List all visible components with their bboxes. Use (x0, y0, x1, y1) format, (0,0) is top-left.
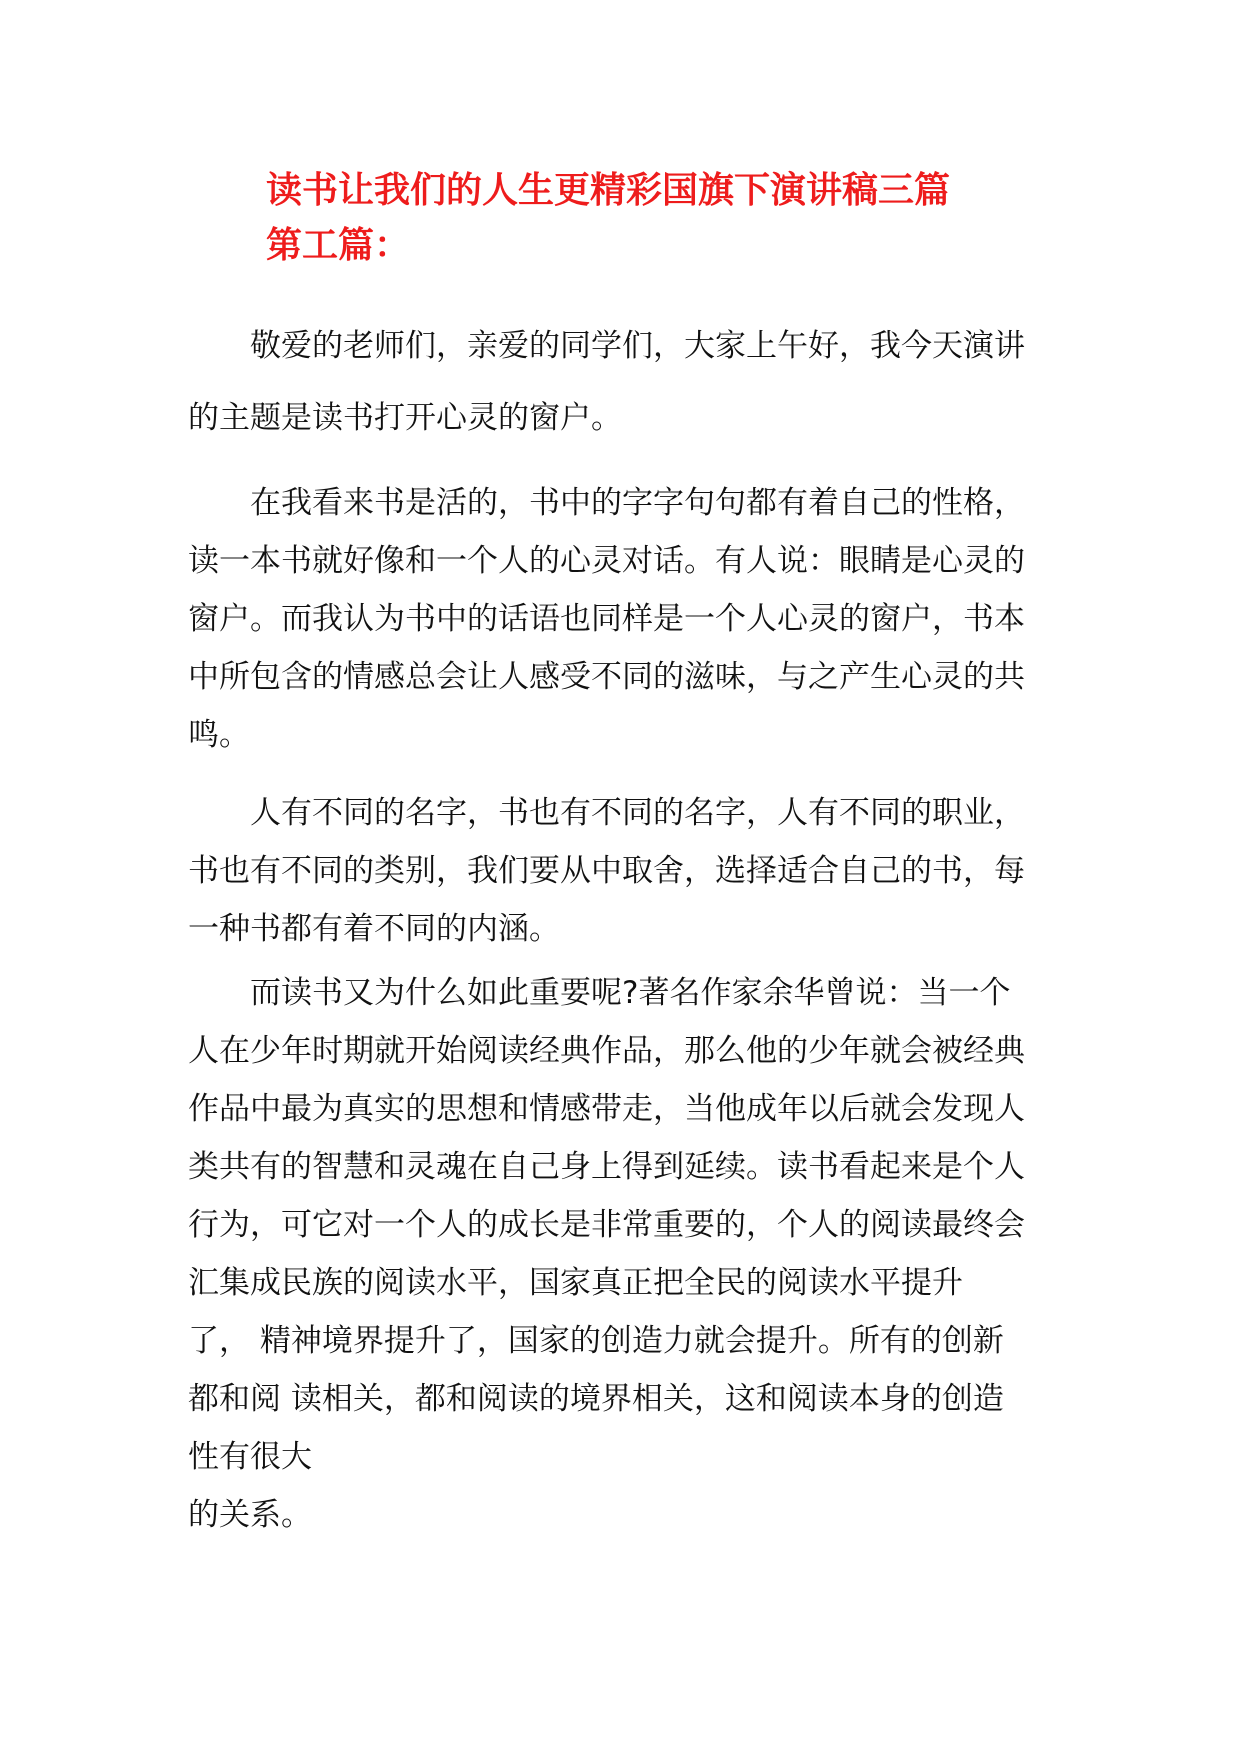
text-line: 人在少年时期就开始阅读经典作品，那么他的少年就会被经典 (188, 1033, 1025, 1069)
paragraph-2 (188, 474, 1058, 764)
text-line: 性有很大 (188, 1439, 312, 1475)
text-line: 汇集成民族的阅读水平，国家真正把全民的阅读水平提升 (188, 1265, 963, 1301)
document-title: 读书让我们的人生更精彩国旗下演讲稿三篇 (266, 169, 951, 211)
text-line: 在我看来书是活的，书中的字字句句都有着自己的性格， (250, 485, 1025, 521)
text-line: 窗户。而我认为书中的话语也同样是一个人心灵的窗户，书本 (188, 601, 1025, 637)
paragraph-3 (188, 784, 1058, 958)
document-body (188, 310, 1058, 1544)
text-line: 一种书都有着不同的内涵。 (188, 911, 560, 947)
text-line: 读一本书就好像和一个人的心灵对话。有人说：眼睛是心灵的 (188, 543, 1025, 579)
text-line: 了， 精神境界提升了，国家的创造力就会提升。所有的创新 (188, 1323, 1004, 1359)
paragraph-4 (188, 964, 1058, 1544)
text-line: 都和阅 读相关，都和阅读的境界相关，这和阅读本身的创造 (188, 1381, 1004, 1417)
text-line: 鸣。 (188, 717, 250, 753)
text-line: 人有不同的名字，书也有不同的名字，人有不同的职业， (250, 795, 1025, 831)
paragraph-1 (188, 310, 1058, 454)
text-line: 的主题是读书打开心灵的窗户。 (188, 400, 622, 436)
text-line: 作品中最为真实的思想和情感带走，当他成年以后就会发现人 (188, 1091, 1025, 1127)
text-line: 中所包含的情感总会让人感受不同的滋味，与之产生心灵的共 (188, 659, 1025, 695)
text-line: 而读书又为什么如此重要呢?著名作家余华曾说：当一个 (250, 975, 1011, 1011)
text-line: 书也有不同的类别，我们要从中取舍，选择适合自己的书，每 (188, 853, 1025, 889)
section-heading: 第工篇： (266, 224, 411, 266)
title-block (266, 160, 1046, 270)
text-line: 的关系。 (188, 1497, 312, 1533)
text-line: 行为，可它对一个人的成长是非常重要的，个人的阅读最终会 (188, 1207, 1025, 1243)
text-line: 敬爱的老师们，亲爱的同学们，大家上午好，我今天演讲 (250, 328, 1025, 364)
text-line: 类共有的智慧和灵魂在自己身上得到延续。读书看起来是个人 (188, 1149, 1025, 1185)
